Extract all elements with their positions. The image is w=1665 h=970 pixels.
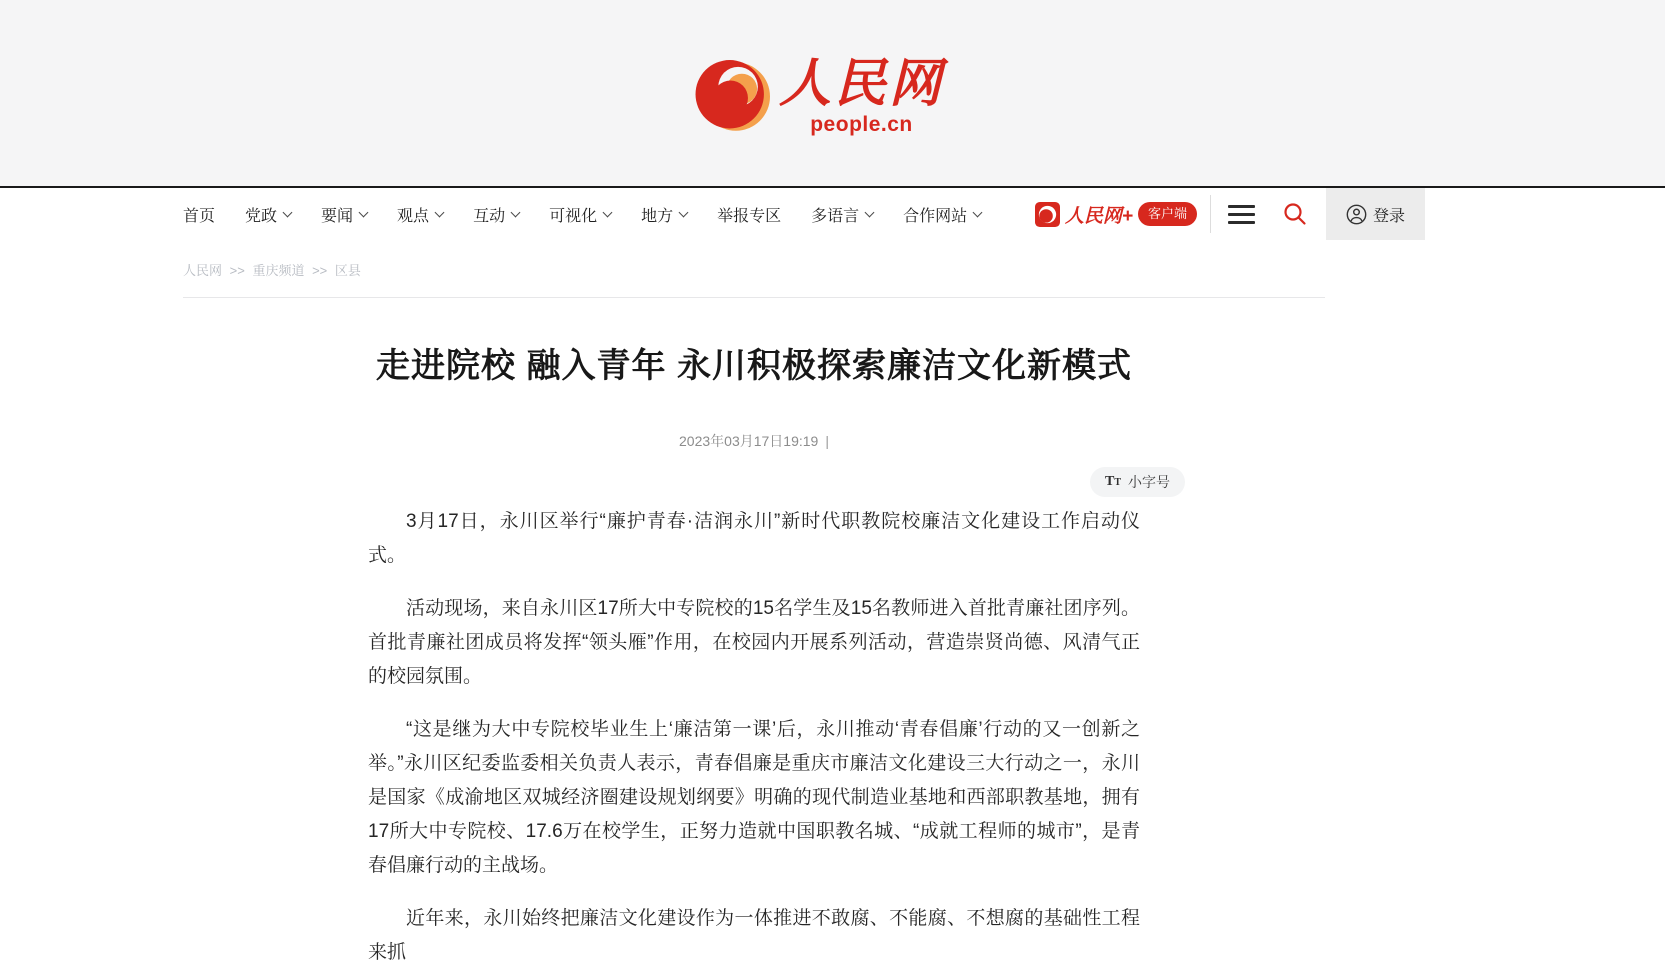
chevron-down-icon <box>359 207 369 217</box>
nav-item-languages[interactable] <box>811 203 873 226</box>
main-nav <box>0 186 1665 240</box>
nav-item-label: 互动 <box>473 207 506 225</box>
nav-item-party-gov[interactable] <box>245 203 291 226</box>
nav-item-report-zone[interactable] <box>717 203 781 226</box>
article <box>183 338 1325 970</box>
nav-item-local[interactable] <box>641 203 687 226</box>
chevron-down-icon <box>435 207 445 217</box>
breadcrumb-separator: >> <box>226 263 249 278</box>
login-label: 登录 <box>1372 207 1405 225</box>
app-badge-brand: 人民网+ <box>1064 205 1133 227</box>
breadcrumb <box>183 240 1325 279</box>
logo-domain: people.cn <box>810 113 913 137</box>
chevron-down-icon <box>679 207 689 217</box>
nav-item-interaction[interactable] <box>473 203 519 226</box>
content-divider <box>183 297 1325 298</box>
article-tools <box>183 467 1325 497</box>
breadcrumb-chongqing-channel[interactable]: 重庆频道 <box>252 263 305 278</box>
article-paragraph: 活动现场，来自永川区17所大中专院校的15名学生及15名教师进入首批青廉社团序列。首批青廉社团成员将发挥“领头雁”作用，在校园内开展系列活动，营造崇贤尚德、风清气正的校园氛围。 <box>368 598 1140 687</box>
nav-divider <box>1210 195 1211 233</box>
nav-item-home[interactable] <box>183 203 215 226</box>
chevron-down-icon <box>973 207 983 217</box>
people-app-badge[interactable] <box>1035 201 1197 228</box>
article-title: 走进院校 融入青年 永川积极探索廉洁文化新模式 <box>376 347 1132 385</box>
meta-separator: | <box>825 433 829 449</box>
app-badge-client-pill: 客户端 <box>1138 202 1197 226</box>
breadcrumb-people[interactable]: 人民网 <box>183 263 223 278</box>
chevron-down-icon <box>283 207 293 217</box>
nav-item-partner-sites[interactable] <box>903 203 981 226</box>
nav-item-label: 首页 <box>183 207 216 225</box>
nav-item-label: 地方 <box>641 207 674 225</box>
logo-wordmark: 人民网 <box>779 55 945 113</box>
article-paragraph: “这是继为大中专院校毕业生上‘廉洁第一课’后，永川推动‘青春倡廉’行动的又一创新之举。”永川区纪委监委相关负责人表示，青春倡廉是重庆市廉洁文化建设三大行动之一，永川是国家《成渝地区双城经济圈建设规划纲要》明确的现代制造业基地和西部职教基地，拥有17所大中专院校、17.6万在校学生，正努力造就中国职教名城、“成就工程师的城市”，是青春倡廉行动的主战场。 <box>368 719 1140 876</box>
article-date: 2023年03月17日19:19 <box>679 433 819 449</box>
nav-item-opinion[interactable] <box>397 203 443 226</box>
site-header <box>0 0 1665 186</box>
nav-item-visualization[interactable] <box>549 203 611 226</box>
font-size-label: 小字号 <box>1128 474 1170 490</box>
people-logo[interactable] <box>694 56 944 137</box>
nav-item-label: 党政 <box>245 207 278 225</box>
chevron-down-icon <box>603 207 613 217</box>
nav-item-label: 举报专区 <box>717 207 782 225</box>
nav-item-label: 可视化 <box>549 207 598 225</box>
article-paragraph: 近年来，永川始终把廉洁文化建设作为一体推进不敢腐、不能腐、不想腐的基础性工程来抓 <box>368 908 1140 963</box>
nav-item-label: 多语言 <box>811 207 860 225</box>
nav-item-top-news[interactable] <box>321 203 367 226</box>
article-paragraph: 3月17日，永川区举行“廉护青春·洁润永川”新时代职教院校廉洁文化建设工作启动仪式。 <box>368 511 1140 566</box>
nav-item-label: 观点 <box>397 207 430 225</box>
user-icon <box>1346 204 1367 225</box>
article-body <box>368 505 1140 970</box>
breadcrumb-separator: >> <box>308 263 331 278</box>
chevron-down-icon <box>865 207 875 217</box>
nav-items <box>183 203 981 226</box>
font-size-button[interactable] <box>1090 467 1185 497</box>
article-meta <box>183 431 1325 451</box>
people-plus-icon <box>1035 202 1060 227</box>
breadcrumb-districts[interactable]: 区县 <box>334 263 361 278</box>
menu-icon[interactable] <box>1228 205 1255 224</box>
nav-item-label: 合作网站 <box>903 207 968 225</box>
nav-right-cluster <box>1035 188 1425 240</box>
chevron-down-icon <box>511 207 521 217</box>
login-button[interactable] <box>1326 188 1425 240</box>
people-swirl-icon <box>694 56 770 134</box>
nav-item-label: 要闻 <box>321 207 354 225</box>
search-icon[interactable] <box>1282 201 1308 227</box>
font-size-icon: TT <box>1104 474 1121 489</box>
